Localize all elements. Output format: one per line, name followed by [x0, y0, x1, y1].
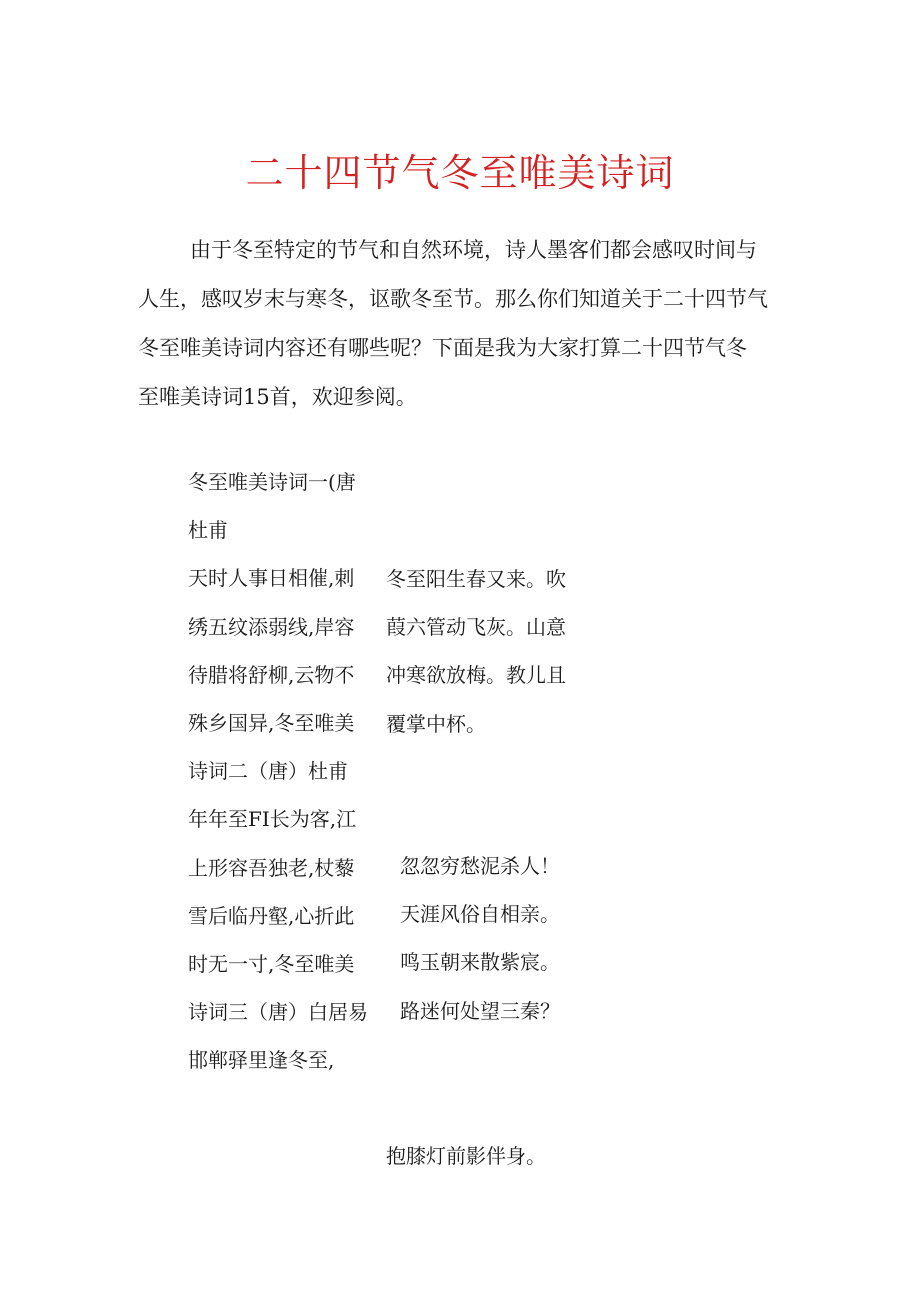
- poem-line: 邯郸驿里逢冬至,: [188, 1048, 335, 1073]
- intro-line: 由于冬至特定的节气和自然环境，诗人墨客们都会感叹时间与: [190, 238, 757, 262]
- poem-line: 天时人事日相催,刺: [188, 566, 355, 591]
- poem-line: 忽忽穷愁泥杀人！: [400, 854, 560, 878]
- poem-line: 雪后临丹壑,心折此: [188, 903, 355, 928]
- poem-line: 待腊将舒柳,云物不: [188, 662, 355, 687]
- intro-line: 至唯美诗词15首，欢迎参阅。: [138, 385, 417, 409]
- poem-line: 天涯风俗自相亲。: [400, 902, 560, 927]
- poem-bottom-line: 抱膝灯前影伴身。: [386, 1144, 546, 1168]
- poem-line: 殊乡国异,冬至唯美: [188, 711, 355, 736]
- intro-line: 人生，感叹岁末与寒冬，讴歌冬至节。那么你们知道关于二十四节气: [138, 287, 768, 311]
- intro-line: 冬至唯美诗词内容还有哪些呢？下面是我为大家打算二十四节气冬: [138, 336, 747, 360]
- poem-middle-column-2: [400, 842, 560, 1035]
- page-title: 二十四节气冬至唯美诗词: [245, 151, 675, 195]
- poem-line: 路迷何处望三秦？: [400, 998, 560, 1023]
- poem-line: 时无一寸,冬至唯美: [188, 952, 355, 977]
- poem-line: 冲寒欲放梅。教儿且: [386, 663, 566, 688]
- poem-line: 杜甫: [188, 518, 228, 543]
- poem-line: 冬至唯美诗词一(唐: [188, 470, 356, 494]
- poem-line: 鸣玉朝来散紫宸。: [400, 950, 560, 975]
- poem-line: 冬至阳生春又来。吹: [386, 567, 566, 591]
- poem-line: 诗词二（唐）杜甫: [188, 759, 348, 784]
- poem-line: 覆掌中杯。: [386, 711, 486, 736]
- poem-line: 年年至FI长为客,江: [188, 807, 357, 832]
- poem-line: 绣五纹添弱线,岸容: [188, 614, 355, 639]
- poem-line: 上形容吾独老,杖藜: [188, 855, 355, 880]
- poem-line: 诗词三（唐）白居易: [188, 1000, 368, 1025]
- poem-line: 葭六管动飞灰。山意: [386, 615, 566, 640]
- intro-paragraph: [138, 226, 798, 422]
- poem-middle-column-1: [386, 555, 566, 748]
- poem-left-column: [188, 458, 368, 1085]
